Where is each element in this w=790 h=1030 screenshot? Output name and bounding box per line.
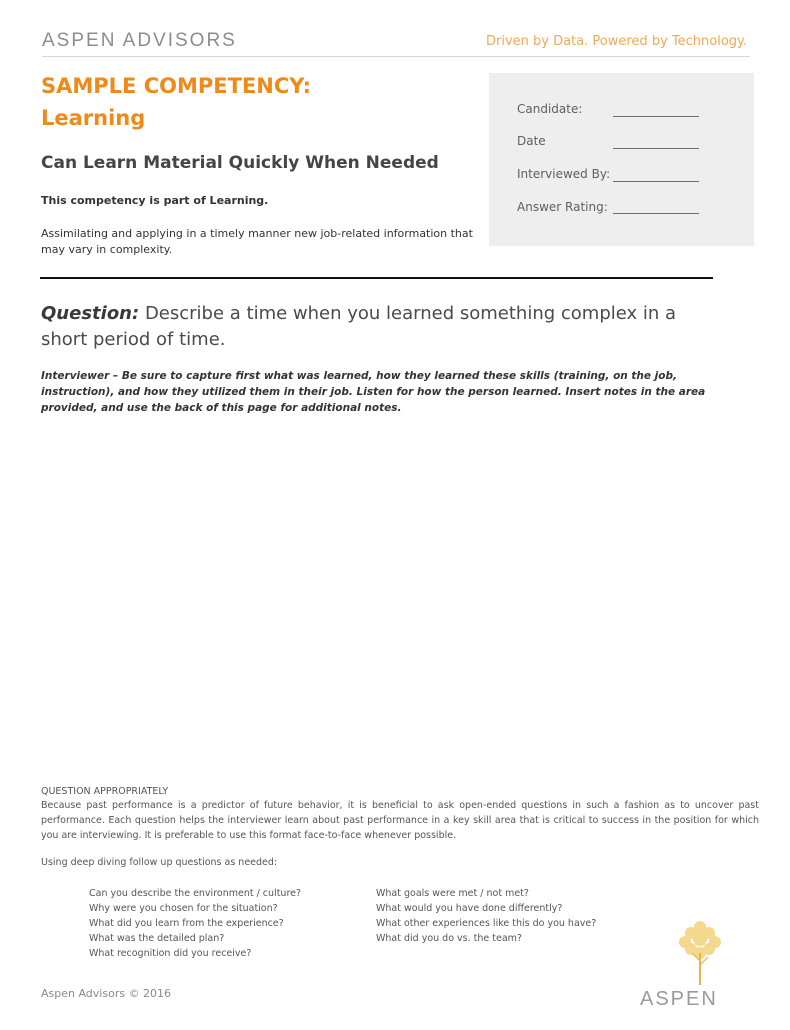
follow-up-questions-left	[89, 886, 301, 961]
date-label: Date	[517, 134, 546, 148]
interviewed-by-label: Interviewed By:	[517, 167, 611, 181]
list-item: Can you describe the environment / culture?	[89, 888, 302, 899]
answer-rating-field[interactable]	[613, 213, 699, 214]
candidate-info-box	[489, 73, 754, 246]
competency-name: Learning	[41, 106, 146, 130]
competency-part-of: This competency is part of Learning.	[41, 194, 269, 207]
candidate-label: Candidate:	[517, 102, 583, 116]
list-item: What other experiences like this do you have?	[376, 918, 597, 929]
answer-rating-label: Answer Rating:	[517, 200, 608, 214]
interviewer-instructions: Interviewer – Be sure to capture first what was learned, how they learned these skills (training, on the job, instruction), and how they utilized them in their job. Listen for how the person learned. Insert notes in the area provided, and use the back of this page for additional notes.	[41, 370, 706, 414]
question-text: Describe a time when you learned something complex in a short period of time.	[41, 303, 677, 350]
list-item: What would you have done differently?	[376, 903, 563, 914]
guidance-heading: QUESTION APPROPRIATELY	[41, 786, 169, 797]
competency-title: SAMPLE COMPETENCY:	[41, 74, 312, 98]
deep-dive-intro: Using deep diving follow up questions as needed:	[41, 857, 278, 868]
list-item: What goals were met / not met?	[376, 888, 529, 899]
section-divider	[40, 277, 713, 279]
follow-up-questions-right	[376, 886, 596, 946]
guidance-body: Because past performance is a predictor of future behavior, it is beneficial to ask open-ended questions in such a fashion as to uncover past performance. Each question helps the interviewer learn about past performance in a key skill area that is critical to success in the position for which you are interviewing. It is preferable to use this format face-to-face whenever possible.	[41, 800, 759, 841]
list-item: What did you do vs. the team?	[376, 933, 522, 944]
tagline: Driven by Data. Powered by Technology.	[486, 34, 747, 49]
competency-subtitle: Can Learn Material Quickly When Needed	[41, 153, 439, 173]
date-field[interactable]	[613, 148, 699, 149]
candidate-field[interactable]	[613, 116, 699, 117]
question-label: Question:	[41, 303, 140, 324]
list-item: What did you learn from the experience?	[89, 918, 284, 929]
competency-definition: Assimilating and applying in a timely manner new job-related information that may vary in complexity.	[41, 227, 473, 256]
list-item: What recognition did you receive?	[89, 948, 252, 959]
aspen-logo-text: ASPEN	[640, 988, 718, 1010]
aspen-tree-icon	[672, 917, 728, 987]
list-item: Why were you chosen for the situation?	[89, 903, 278, 914]
brand-name: ASPEN ADVISORS	[42, 30, 237, 51]
list-item: What was the detailed plan?	[89, 933, 225, 944]
header-divider	[42, 56, 750, 57]
interviewed-by-field[interactable]	[613, 181, 699, 182]
interview-question	[41, 301, 721, 353]
copyright: Aspen Advisors © 2016	[41, 987, 172, 1000]
